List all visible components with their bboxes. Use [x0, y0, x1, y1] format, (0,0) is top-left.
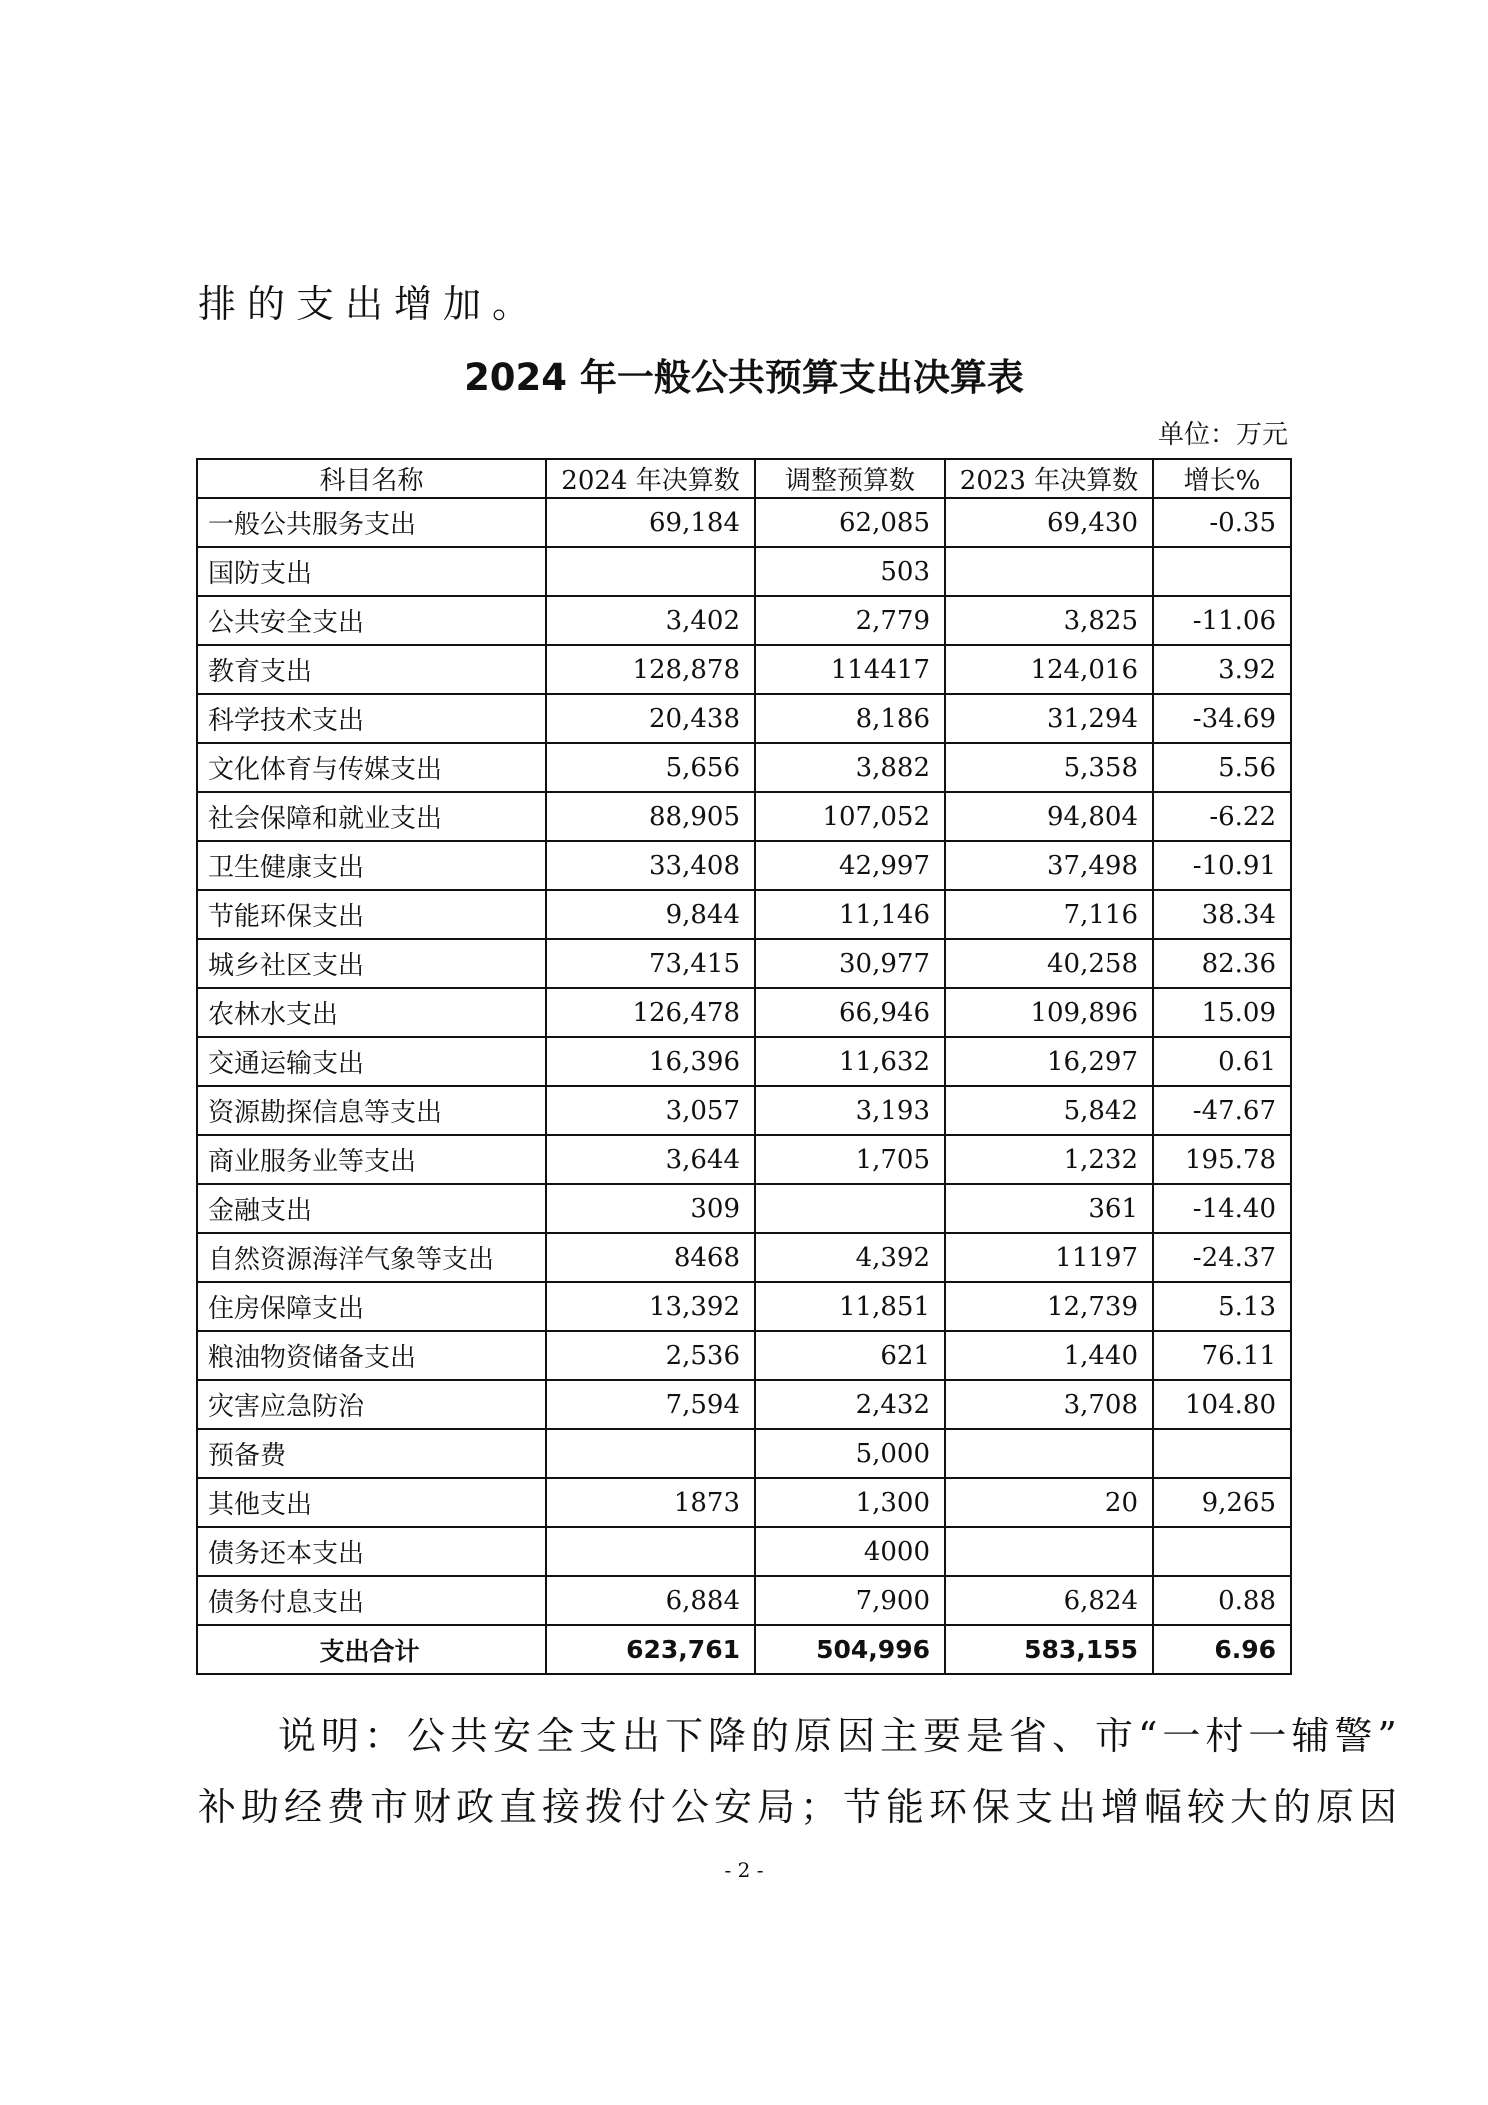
cell-2024-final: 13,392: [546, 1282, 755, 1331]
cell-growth: 5.56: [1153, 743, 1291, 792]
cell-2023-final: [945, 1429, 1153, 1478]
table-row: [197, 841, 1291, 890]
cell-growth: -47.67: [1153, 1086, 1291, 1135]
cell-growth: 3.92: [1153, 645, 1291, 694]
cell-growth: -0.35: [1153, 498, 1291, 547]
cell-2023-final: 11197: [945, 1233, 1153, 1282]
cell-subject: 教育支出: [197, 645, 546, 694]
table-row: [197, 1037, 1291, 1086]
cell-2024-final: 20,438: [546, 694, 755, 743]
table-row: [197, 890, 1291, 939]
unit-label: 单位：万元: [1157, 420, 1288, 450]
cell-adjusted-budget: 62,085: [755, 498, 945, 547]
cell-subject: 科学技术支出: [197, 694, 546, 743]
cell-adjusted-budget: 1,705: [755, 1135, 945, 1184]
cell-2023-final: 5,358: [945, 743, 1153, 792]
cell-adjusted-budget: 8,186: [755, 694, 945, 743]
cell-subject: 社会保障和就业支出: [197, 792, 546, 841]
table-row: [197, 1282, 1291, 1331]
cell-2023-final: 20: [945, 1478, 1153, 1527]
note-line-1: 说明：公共安全支出下降的原因主要是省、市“一村一辅警”: [278, 1714, 1402, 1758]
cell-2024-final: [546, 1429, 755, 1478]
table-row: [197, 694, 1291, 743]
total-row: [197, 1625, 1291, 1674]
table-row: [197, 596, 1291, 645]
cell-growth: 76.11: [1153, 1331, 1291, 1380]
cell-growth: [1153, 1527, 1291, 1576]
cell-2023-final: 3,708: [945, 1380, 1153, 1429]
table-row: [197, 1527, 1291, 1576]
cell-2023-final: 12,739: [945, 1282, 1153, 1331]
cell-subject: 商业服务业等支出: [197, 1135, 546, 1184]
header-growth: 增长%: [1153, 459, 1291, 498]
cell-subject: 公共安全支出: [197, 596, 546, 645]
cell-2024-final: 3,057: [546, 1086, 755, 1135]
table-row: [197, 939, 1291, 988]
cell-growth: -34.69: [1153, 694, 1291, 743]
table-row: [197, 1184, 1291, 1233]
cell-adjusted-budget: 503: [755, 547, 945, 596]
cell-2023-final: 6,824: [945, 1576, 1153, 1625]
table-row: [197, 1478, 1291, 1527]
cell-adjusted-budget: 621: [755, 1331, 945, 1380]
cell-adjusted-budget: 2,432: [755, 1380, 945, 1429]
cell-adjusted-budget: 11,632: [755, 1037, 945, 1086]
cell-adjusted-budget: 4,392: [755, 1233, 945, 1282]
cell-2024-final: 16,396: [546, 1037, 755, 1086]
cell-2024-final: 6,884: [546, 1576, 755, 1625]
cell-growth: -14.40: [1153, 1184, 1291, 1233]
cell-adjusted-budget: 2,779: [755, 596, 945, 645]
cell-2024-final: 88,905: [546, 792, 755, 841]
cell-growth: -10.91: [1153, 841, 1291, 890]
cell-2024-final: 5,656: [546, 743, 755, 792]
table-row: [197, 1576, 1291, 1625]
cell-growth: 15.09: [1153, 988, 1291, 1037]
cell-subject: 资源勘探信息等支出: [197, 1086, 546, 1135]
cell-2024-final: 33,408: [546, 841, 755, 890]
cell-growth: -24.37: [1153, 1233, 1291, 1282]
cell-2023-final: 94,804: [945, 792, 1153, 841]
table-row: [197, 743, 1291, 792]
cell-growth: 0.61: [1153, 1037, 1291, 1086]
cell-subject: 债务还本支出: [197, 1527, 546, 1576]
cell-2023-final: 124,016: [945, 645, 1153, 694]
cell-adjusted-budget: 11,146: [755, 890, 945, 939]
cell-2023-final: 40,258: [945, 939, 1153, 988]
cell-growth: 0.88: [1153, 1576, 1291, 1625]
cell-2023-final: 5,842: [945, 1086, 1153, 1135]
cell-2023-final: 1,232: [945, 1135, 1153, 1184]
cell-2023-final: 1,440: [945, 1331, 1153, 1380]
note-line-2: 补助经费市财政直接拨付公安局；节能环保支出增幅较大的原因: [198, 1785, 1403, 1829]
total-cell-growth: 6.96: [1153, 1625, 1291, 1674]
cell-subject: 文化体育与传媒支出: [197, 743, 546, 792]
cell-2023-final: 7,116: [945, 890, 1153, 939]
cell-growth: [1153, 1429, 1291, 1478]
page-number: - 2 -: [724, 1858, 764, 1882]
cell-growth: 9,265: [1153, 1478, 1291, 1527]
cell-subject: 灾害应急防治: [197, 1380, 546, 1429]
cell-growth: [1153, 547, 1291, 596]
cell-subject: 城乡社区支出: [197, 939, 546, 988]
cell-adjusted-budget: 3,882: [755, 743, 945, 792]
cell-2024-final: 7,594: [546, 1380, 755, 1429]
cell-adjusted-budget: 66,946: [755, 988, 945, 1037]
cell-subject: 金融支出: [197, 1184, 546, 1233]
header-2023-final: 2023 年决算数: [945, 459, 1153, 498]
cell-2023-final: [945, 1527, 1153, 1576]
table-row: [197, 547, 1291, 596]
cell-2023-final: 69,430: [945, 498, 1153, 547]
cell-2024-final: 309: [546, 1184, 755, 1233]
cell-subject: 卫生健康支出: [197, 841, 546, 890]
cell-adjusted-budget: 11,851: [755, 1282, 945, 1331]
cell-2023-final: 16,297: [945, 1037, 1153, 1086]
cell-subject: 一般公共服务支出: [197, 498, 546, 547]
cell-subject: 节能环保支出: [197, 890, 546, 939]
cell-2024-final: 126,478: [546, 988, 755, 1037]
cell-2024-final: [546, 1527, 755, 1576]
cell-subject: 粮油物资储备支出: [197, 1331, 546, 1380]
header-2024-final: 2024 年决算数: [546, 459, 755, 498]
cell-2023-final: 37,498: [945, 841, 1153, 890]
cell-adjusted-budget: 4000: [755, 1527, 945, 1576]
cell-2024-final: 1873: [546, 1478, 755, 1527]
cell-subject: 自然资源海洋气象等支出: [197, 1233, 546, 1282]
cell-adjusted-budget: 7,900: [755, 1576, 945, 1625]
table-row: [197, 1429, 1291, 1478]
cell-subject: 债务付息支出: [197, 1576, 546, 1625]
cell-adjusted-budget: 114417: [755, 645, 945, 694]
header-subject: 科目名称: [197, 459, 546, 498]
cell-2024-final: 9,844: [546, 890, 755, 939]
cell-2023-final: 31,294: [945, 694, 1153, 743]
cell-subject: 国防支出: [197, 547, 546, 596]
cell-2023-final: 3,825: [945, 596, 1153, 645]
cell-subject: 其他支出: [197, 1478, 546, 1527]
cell-adjusted-budget: 5,000: [755, 1429, 945, 1478]
table-row: [197, 1380, 1291, 1429]
table-row: [197, 792, 1291, 841]
cell-adjusted-budget: 30,977: [755, 939, 945, 988]
page-title: 2024 年一般公共预算支出决算表: [464, 356, 1024, 399]
cell-adjusted-budget: 42,997: [755, 841, 945, 890]
cell-subject: 农林水支出: [197, 988, 546, 1037]
cell-adjusted-budget: [755, 1184, 945, 1233]
cell-2024-final: 3,644: [546, 1135, 755, 1184]
cell-2024-final: 128,878: [546, 645, 755, 694]
cell-adjusted-budget: 3,193: [755, 1086, 945, 1135]
cell-growth: 195.78: [1153, 1135, 1291, 1184]
table-row: [197, 645, 1291, 694]
total-cell-subject: 支出合计: [197, 1625, 546, 1674]
table-header-row: [197, 459, 1291, 498]
cell-growth: -6.22: [1153, 792, 1291, 841]
table-row: [197, 498, 1291, 547]
lead-text: 排的支出增加。: [198, 282, 542, 326]
cell-growth: 38.34: [1153, 890, 1291, 939]
cell-2023-final: 361: [945, 1184, 1153, 1233]
cell-growth: 82.36: [1153, 939, 1291, 988]
cell-2024-final: 69,184: [546, 498, 755, 547]
cell-2023-final: 109,896: [945, 988, 1153, 1037]
cell-growth: -11.06: [1153, 596, 1291, 645]
total-cell-2023-final: 583,155: [945, 1625, 1153, 1674]
cell-adjusted-budget: 107,052: [755, 792, 945, 841]
table-row: [197, 1233, 1291, 1282]
cell-adjusted-budget: 1,300: [755, 1478, 945, 1527]
cell-2024-final: 2,536: [546, 1331, 755, 1380]
header-adjusted-budget: 调整预算数: [755, 459, 945, 498]
cell-2024-final: 73,415: [546, 939, 755, 988]
cell-growth: 104.80: [1153, 1380, 1291, 1429]
cell-2024-final: 3,402: [546, 596, 755, 645]
total-cell-2024-final: 623,761: [546, 1625, 755, 1674]
cell-2024-final: [546, 547, 755, 596]
cell-2024-final: 8468: [546, 1233, 755, 1282]
cell-subject: 住房保障支出: [197, 1282, 546, 1331]
cell-2023-final: [945, 547, 1153, 596]
table-row: [197, 988, 1291, 1037]
cell-subject: 预备费: [197, 1429, 546, 1478]
total-cell-adjusted-budget: 504,996: [755, 1625, 945, 1674]
cell-growth: 5.13: [1153, 1282, 1291, 1331]
table-row: [197, 1135, 1291, 1184]
cell-subject: 交通运输支出: [197, 1037, 546, 1086]
budget-table: [196, 458, 1292, 1675]
table-row: [197, 1331, 1291, 1380]
table-row: [197, 1086, 1291, 1135]
